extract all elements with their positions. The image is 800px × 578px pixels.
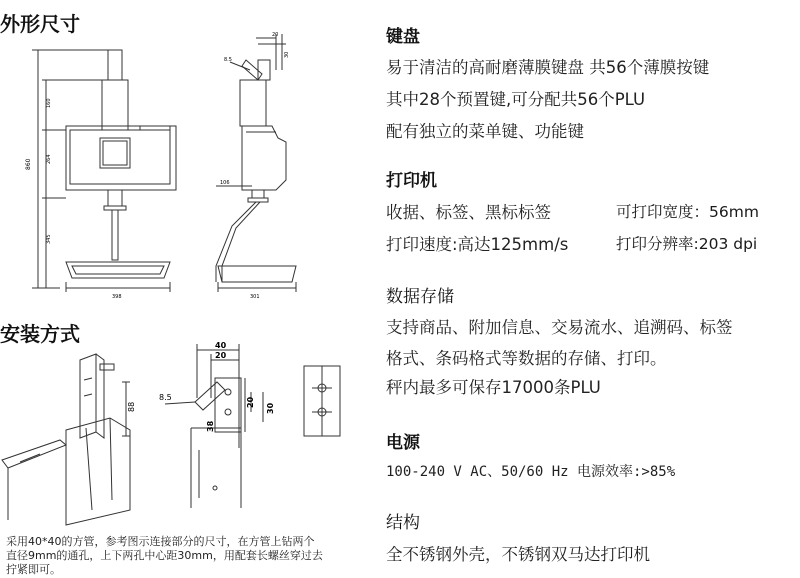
keyboard-line-1: 易于清洁的高耐磨薄膜键盘 共56个薄膜按键 xyxy=(386,58,710,77)
dim-top-8-5: 8.5 xyxy=(224,57,232,63)
dim-inst-88: 88 xyxy=(127,401,136,412)
dim-width-front: 398 xyxy=(112,294,122,300)
dim-inst-20v: 20 xyxy=(246,396,255,408)
dim-upper: 160 xyxy=(46,98,52,108)
installation-heading: 安装方式 xyxy=(0,322,80,346)
power-line: 100-240 V AC、50/60 Hz 电源效率:>85% xyxy=(386,464,676,480)
dim-inst-30: 30 xyxy=(266,402,275,414)
dim-inst-8-5: 8.5 xyxy=(159,393,172,402)
install-caption-line-1: 采用40*40的方管，参考图示连接部分的尺寸，在方管上钻两个 xyxy=(6,535,315,548)
printer-row-2-right: 打印分辨率:203 dpi xyxy=(616,235,758,253)
storage-line-2: 格式、条码格式等数据的存储、打印。 xyxy=(386,349,667,368)
dim-arm: 106 xyxy=(220,180,230,186)
front-view-drawing xyxy=(0,30,190,310)
dim-top-30: 30 xyxy=(284,51,290,58)
printer-title: 打印机 xyxy=(386,171,437,191)
printer-row-1-left: 收据、标签、黑标标签 xyxy=(386,203,551,222)
storage-line-1: 支持商品、附加信息、交易流水、追溯码、标签 xyxy=(386,318,733,337)
storage-title: 数据存储 xyxy=(386,287,454,307)
power-title: 电源 xyxy=(386,433,420,453)
dim-inst-20: 20 xyxy=(215,351,227,360)
dim-width-side: 301 xyxy=(250,294,260,300)
install-perspective-drawing xyxy=(0,350,150,530)
structure-title: 结构 xyxy=(386,513,420,533)
printer-row-1-right: 可打印宽度：56mm xyxy=(616,203,759,221)
install-caption-line-2: 直径9mm的通孔，上下两孔中心距30mm，用配套长螺丝穿过去 xyxy=(6,549,323,562)
dim-inst-38: 38 xyxy=(206,420,215,432)
install-hole-plate-drawing xyxy=(296,362,356,442)
side-view-drawing xyxy=(196,30,316,310)
keyboard-line-2: 其中28个预置键,可分配共56个PLU xyxy=(386,90,646,109)
dimensions-heading: 外形尺寸 xyxy=(0,12,80,36)
dim-middle: 264 xyxy=(46,154,52,164)
printer-row-2-left: 打印速度:高达125mm/s xyxy=(386,235,569,254)
storage-line-3: 秤内最多可保存17000条PLU xyxy=(386,378,601,397)
dim-inst-40: 40 xyxy=(215,341,227,350)
dim-total-height: 860 xyxy=(25,158,32,170)
structure-line: 全不锈钢外壳，不锈钢双马达打印机 xyxy=(386,545,650,564)
dim-lower: 345 xyxy=(46,234,52,244)
dim-top-20: 20 xyxy=(272,32,279,38)
install-caption-line-3: 拧紧即可。 xyxy=(6,563,61,576)
install-detail-drawing xyxy=(155,338,280,518)
keyboard-title: 键盘 xyxy=(386,27,420,47)
keyboard-line-3: 配有独立的菜单键、功能键 xyxy=(386,122,584,141)
